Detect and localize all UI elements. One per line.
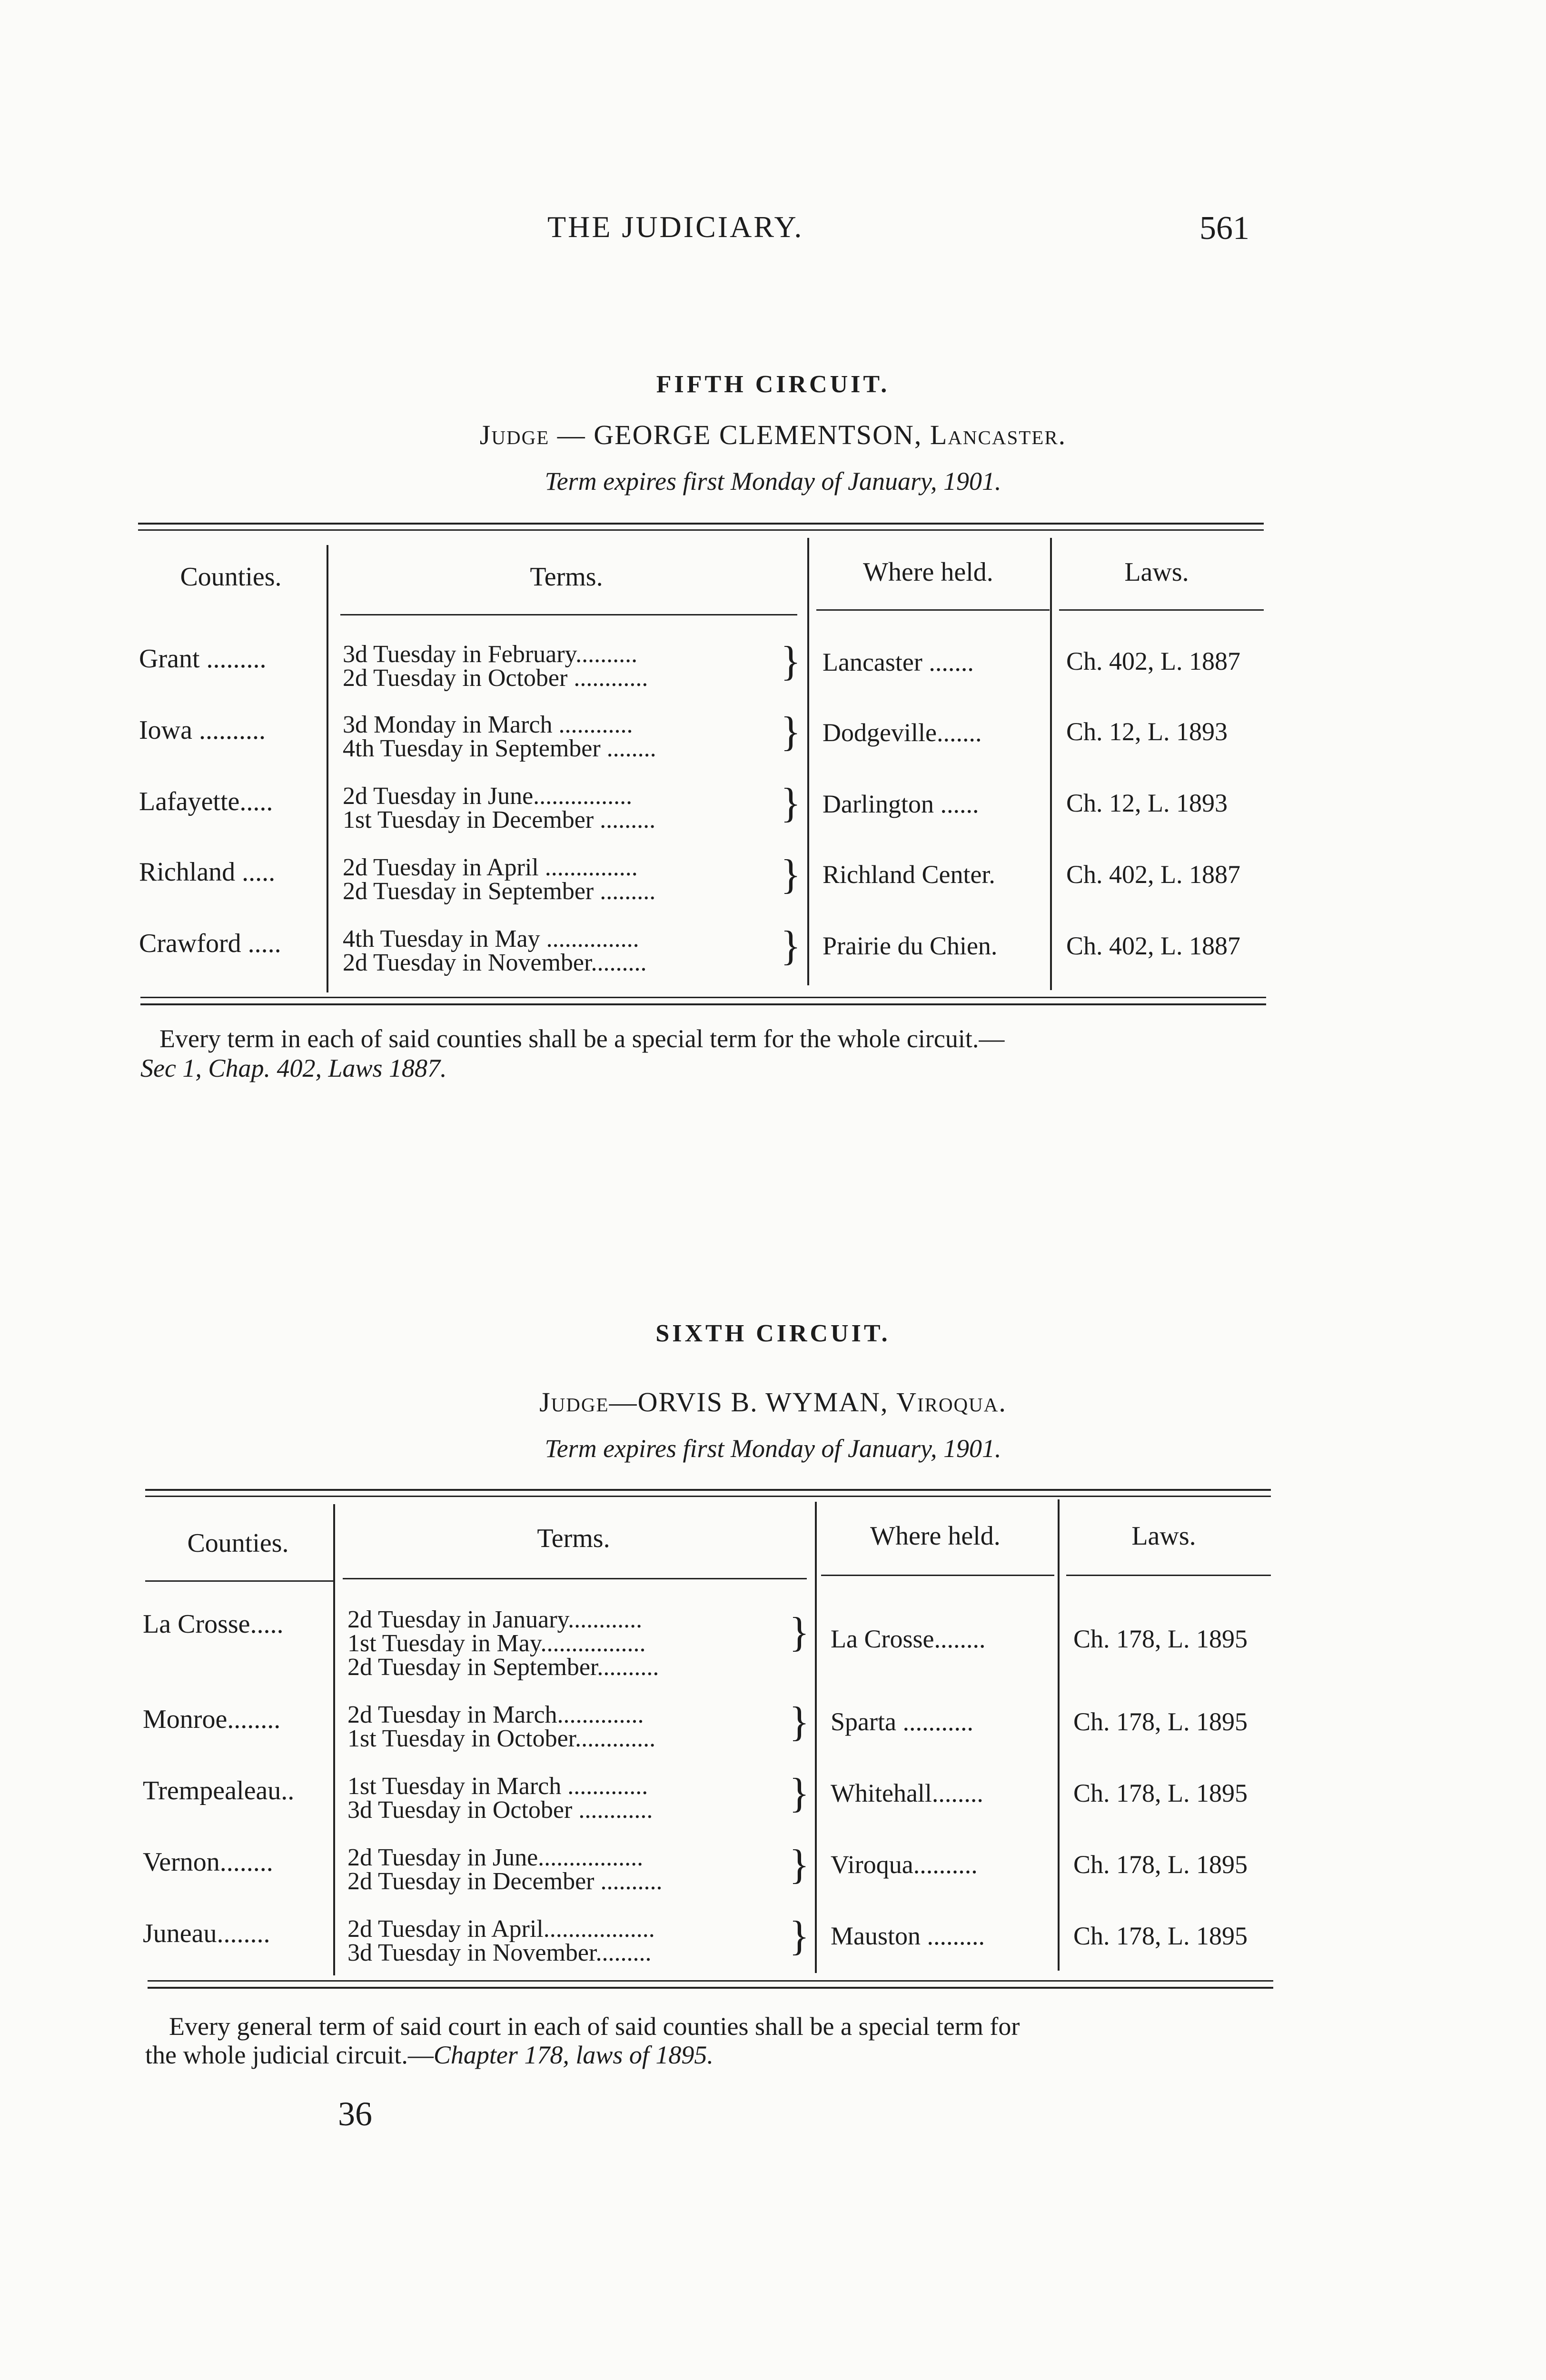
term-line: 2d Tuesday in April..................	[347, 1915, 655, 1943]
col-divider	[333, 1504, 335, 1975]
counties-underline	[145, 1580, 333, 1582]
where-underline	[821, 1575, 1054, 1576]
judge-prefix: Judge	[539, 1387, 609, 1418]
fifth-note-line: Every term in each of said counties shall be a special term for the whole circuit.—	[159, 1024, 1005, 1053]
place-cell: La Crosse........	[831, 1625, 986, 1653]
term-line: 1st Tuesday in May.................	[347, 1630, 646, 1657]
brace-icon: }	[781, 709, 801, 755]
law-cell: Ch. 402, L. 1887	[1066, 860, 1241, 889]
place-cell: Whitehall........	[831, 1779, 983, 1807]
term-line: 2d Tuesday in November.........	[343, 949, 647, 976]
place-cell: Prairie du Chien.	[823, 932, 998, 960]
table-top-rule-thin	[138, 529, 1264, 531]
brace-icon: }	[789, 1842, 810, 1888]
county-cell: Monroe........	[143, 1705, 281, 1734]
citation: Chapter 178, laws of 1895.	[433, 2041, 714, 2069]
where-underline	[816, 609, 1050, 611]
county-cell: Trempealeau..	[143, 1776, 295, 1805]
place-cell: Sparta ...........	[831, 1707, 973, 1736]
terms-cell	[343, 784, 655, 832]
term-line: 2d Tuesday in September .........	[343, 878, 656, 905]
signature-mark: 36	[338, 2095, 372, 2133]
place-cell: Richland Center.	[823, 860, 995, 889]
col-divider	[807, 538, 809, 985]
term-line: 1st Tuesday in October.............	[347, 1725, 656, 1752]
sixth-judge-line	[0, 1386, 1546, 1418]
header-laws: Laws.	[1124, 557, 1189, 587]
term-line: 2d Tuesday in October ............	[343, 664, 648, 692]
brace-icon: }	[789, 1913, 810, 1959]
law-cell: Ch. 178, L. 1895	[1073, 1707, 1248, 1736]
fifth-term-expires: Term expires first Monday of January, 1901.	[545, 467, 1001, 496]
fifth-note-citation	[140, 1053, 447, 1083]
judge-dash: —	[609, 1387, 638, 1418]
county-cell: Iowa ..........	[139, 715, 266, 745]
table-top-rule	[145, 1489, 1271, 1491]
judge-town: Viroqua.	[896, 1387, 1007, 1418]
place-cell: Lancaster .......	[823, 648, 974, 676]
col-divider	[1050, 538, 1052, 990]
brace-icon: }	[789, 1699, 810, 1745]
table-bottom-rule-thick	[140, 1003, 1266, 1005]
county-cell: Crawford .....	[139, 929, 281, 958]
terms-cell	[347, 1703, 655, 1751]
county-cell: Vernon........	[143, 1847, 273, 1877]
county-cell: Richland .....	[139, 857, 276, 887]
law-cell: Ch. 402, L. 1887	[1066, 647, 1241, 675]
term-line: 2d Tuesday in April ...............	[343, 854, 638, 881]
judge-dash: —	[549, 419, 594, 450]
col-divider	[327, 545, 328, 992]
laws-underline	[1059, 609, 1264, 611]
brace-icon: }	[781, 780, 801, 826]
brace-icon: }	[781, 923, 801, 969]
terms-cell	[347, 1846, 662, 1894]
terms-cell	[343, 856, 655, 903]
county-cell: Lafayette.....	[139, 787, 273, 816]
col-divider	[815, 1502, 817, 1973]
sixth-note-line: Every general term of said court in each of said counties shall be a special term for	[169, 2012, 1020, 2041]
term-line: 1st Tuesday in March .............	[347, 1773, 648, 1800]
law-cell: Ch. 402, L. 1887	[1066, 932, 1241, 960]
law-cell: Ch. 12, L. 1893	[1066, 789, 1228, 817]
table-top-rule-thin	[145, 1496, 1271, 1497]
sixth-circuit-title: SIXTH CIRCUIT.	[655, 1320, 891, 1347]
terms-underline	[340, 614, 797, 615]
table-bottom-rule-thick	[148, 1987, 1273, 1989]
table-bottom-rule	[148, 1980, 1273, 1982]
judge-prefix: Judge	[479, 419, 550, 450]
county-cell: La Crosse.....	[143, 1609, 284, 1639]
county-cell: Juneau........	[143, 1919, 270, 1948]
citation: Sec 1, Chap. 402, Laws 1887.	[140, 1054, 447, 1082]
term-line: 3d Tuesday in November.........	[347, 1939, 652, 1966]
place-cell: Dodgeville.......	[823, 718, 982, 747]
header-where-held: Where held.	[863, 557, 993, 587]
term-line: 4th Tuesday in September ........	[343, 735, 656, 762]
note-text: the whole judicial circuit.—	[145, 2041, 434, 2069]
law-cell: Ch. 178, L. 1895	[1073, 1922, 1248, 1950]
page-number: 561	[1199, 210, 1249, 247]
terms-cell	[347, 1917, 655, 1965]
sixth-term-expires: Term expires first Monday of January, 1901.	[545, 1434, 1001, 1463]
law-cell: Ch. 12, L. 1893	[1066, 717, 1228, 746]
term-line: 4th Tuesday in May ...............	[343, 925, 639, 952]
brace-icon: }	[781, 638, 801, 684]
col-divider	[1058, 1499, 1060, 1971]
header-where-held: Where held.	[870, 1521, 1001, 1551]
law-cell: Ch. 178, L. 1895	[1073, 1625, 1248, 1653]
place-cell: Darlington ......	[823, 790, 979, 818]
term-line: 3d Tuesday in October ............	[347, 1796, 653, 1824]
term-line: 3d Tuesday in February..........	[343, 641, 638, 668]
term-line: 2d Tuesday in March..............	[347, 1701, 644, 1728]
terms-cell	[347, 1608, 659, 1679]
terms-cell	[343, 713, 656, 761]
county-cell: Grant .........	[139, 644, 267, 674]
header-laws: Laws.	[1131, 1521, 1196, 1551]
table-bottom-rule	[140, 997, 1266, 998]
brace-icon: }	[789, 1770, 810, 1816]
fifth-circuit-title: FIFTH CIRCUIT.	[656, 371, 890, 398]
term-line: 1st Tuesday in December .........	[343, 806, 656, 833]
term-line: 2d Tuesday in September..........	[347, 1654, 659, 1681]
judge-town: Lancaster.	[930, 419, 1067, 450]
brace-icon: }	[789, 1609, 810, 1656]
header-counties: Counties.	[180, 562, 282, 592]
terms-underline	[343, 1578, 807, 1579]
place-cell: Viroqua..........	[831, 1850, 978, 1879]
header-terms: Terms.	[530, 562, 603, 592]
law-cell: Ch. 178, L. 1895	[1073, 1850, 1248, 1879]
terms-cell	[343, 643, 648, 690]
laws-underline	[1066, 1575, 1271, 1576]
terms-cell	[347, 1775, 653, 1822]
fifth-judge-line	[0, 419, 1546, 451]
table-top-rule	[138, 523, 1264, 525]
law-cell: Ch. 178, L. 1895	[1073, 1779, 1248, 1807]
term-line: 3d Monday in March ............	[343, 711, 633, 738]
terms-cell	[343, 927, 646, 975]
term-line: 2d Tuesday in June................	[343, 783, 633, 810]
judge-name: GEORGE CLEMENTSON,	[594, 419, 930, 450]
term-line: 2d Tuesday in January............	[347, 1606, 643, 1633]
header-counties: Counties.	[187, 1528, 289, 1558]
brace-icon: }	[781, 852, 801, 898]
judge-name: ORVIS B. WYMAN,	[637, 1387, 897, 1418]
place-cell: Mauston .........	[831, 1922, 985, 1950]
running-title: THE JUDICIARY.	[547, 210, 804, 244]
header-terms: Terms.	[537, 1524, 610, 1553]
sixth-note-line-2	[145, 2040, 714, 2070]
term-line: 2d Tuesday in June.................	[347, 1844, 644, 1871]
term-line: 2d Tuesday in December ..........	[347, 1868, 663, 1895]
